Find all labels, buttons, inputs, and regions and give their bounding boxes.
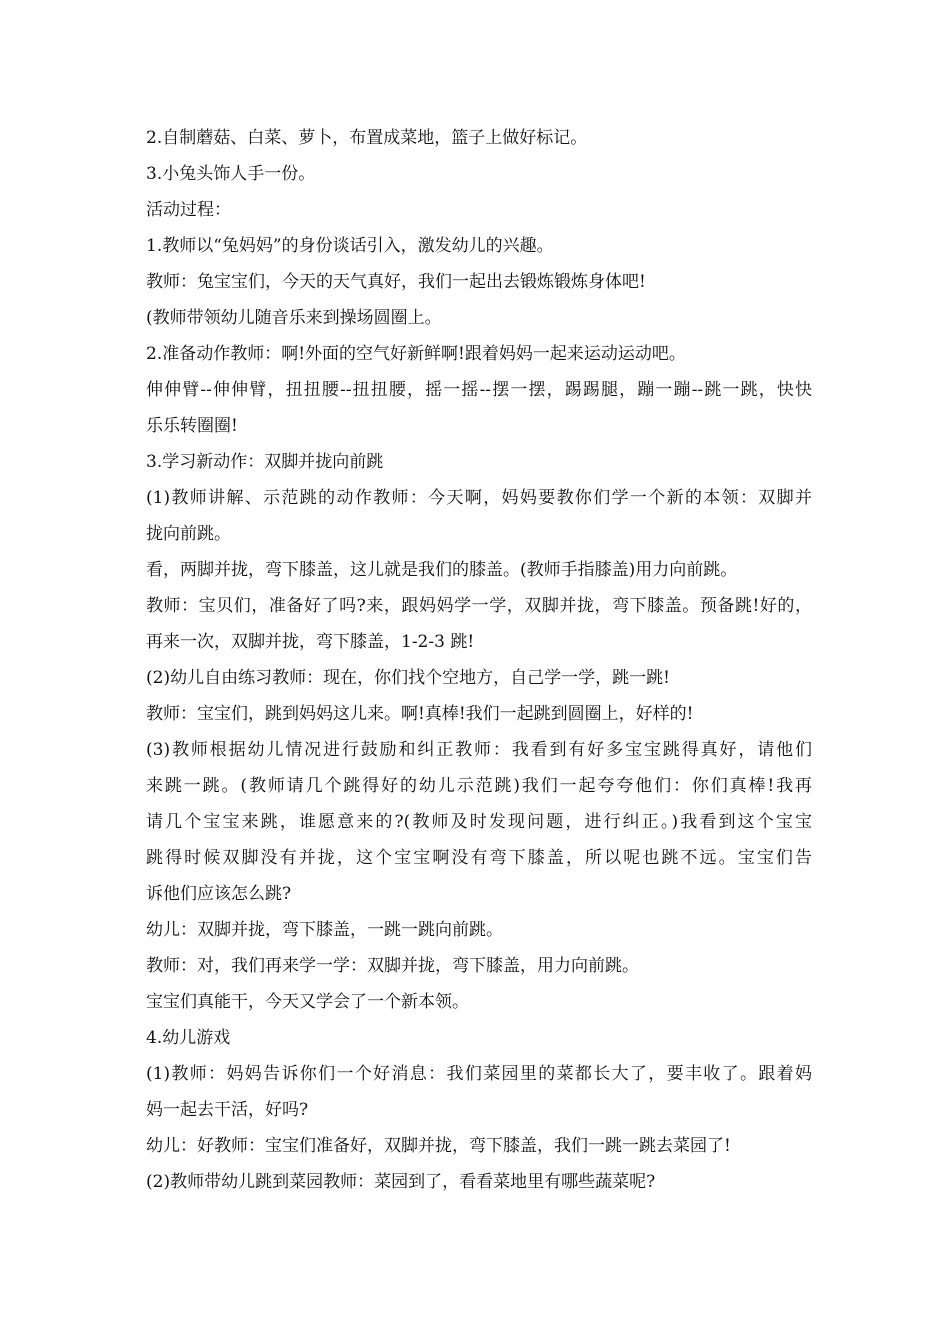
text-line: 2.准备动作教师：啊!外面的空气好新鲜啊!跟着妈妈一起来运动运动吧。 [146, 344, 686, 364]
paragraph [146, 156, 812, 192]
paragraph [146, 948, 812, 984]
paragraph [146, 732, 812, 912]
paragraph [146, 552, 812, 588]
text-line: (2)幼儿自由练习教师：现在，你们找个空地方，自己学一学，跳一跳! [146, 668, 670, 688]
text-line: (教师带领幼儿随音乐来到操场圆圈上。 [146, 308, 442, 328]
text-line: (3)教师根据幼儿情况进行鼓励和纠正教师：我看到有好多宝宝跳得真好，请他们 [146, 740, 812, 760]
paragraph [146, 372, 812, 444]
paragraph [146, 336, 812, 372]
text-line: 2.自制蘑菇、白菜、萝卜，布置成菜地，篮子上做好标记。 [146, 128, 588, 148]
text-line: 活动过程： [146, 200, 231, 220]
text-line: 来跳一跳。(教师请几个跳得好的幼儿示范跳)我们一起夸夸他们：你们真棒!我再 [146, 776, 812, 796]
text-line: 幼儿：好教师：宝宝们准备好，双脚并拢，弯下膝盖，我们一跳一跳去菜园了! [146, 1136, 731, 1156]
paragraph [146, 984, 812, 1020]
text-line: (1)教师讲解、示范跳的动作教师：今天啊，妈妈要教你们学一个新的本领：双脚并 [146, 488, 812, 508]
text-line: 宝宝们真能干，今天又学会了一个新本领。 [146, 992, 469, 1012]
paragraph [146, 660, 812, 696]
paragraph [146, 1128, 812, 1164]
paragraph [146, 300, 812, 336]
text-line: 再来一次，双脚并拢，弯下膝盖，1-2-3 跳! [146, 632, 475, 652]
text-line: 幼儿：双脚并拢，弯下膝盖，一跳一跳向前跳。 [146, 920, 503, 940]
text-line: 诉他们应该怎么跳? [146, 884, 292, 904]
text-line: (2)教师带幼儿跳到菜园教师：菜园到了，看看菜地里有哪些蔬菜呢? [146, 1172, 656, 1192]
paragraph [146, 120, 812, 156]
text-line: 3.学习新动作：双脚并拢向前跳 [146, 452, 384, 472]
paragraph [146, 1020, 812, 1056]
document-body [146, 120, 812, 1200]
paragraph [146, 264, 812, 300]
text-line: 1.教师以“兔妈妈”的身份谈话引入，激发幼儿的兴趣。 [146, 236, 554, 256]
paragraph [146, 588, 812, 660]
text-line: (1)教师：妈妈告诉你们一个好消息：我们菜园里的菜都长大了，要丰收了。跟着妈 [146, 1064, 812, 1084]
text-line: 4.幼儿游戏 [146, 1028, 231, 1048]
paragraph [146, 228, 812, 264]
text-line: 乐乐转圈圈! [146, 416, 238, 436]
text-line: 跳得时候双脚没有并拢，这个宝宝啊没有弯下膝盖，所以呢也跳不远。宝宝们告 [146, 848, 812, 868]
text-line: 看，两脚并拢，弯下膝盖，这儿就是我们的膝盖。(教师手指膝盖)用力向前跳。 [146, 560, 738, 580]
paragraph [146, 1056, 812, 1128]
text-line: 妈一起去干活，好吗? [146, 1100, 309, 1120]
paragraph [146, 912, 812, 948]
paragraph [146, 1164, 812, 1200]
text-line: 请几个宝宝来跳，谁愿意来的?(教师及时发现问题，进行纠正。)我看到这个宝宝 [146, 812, 812, 832]
paragraph [146, 480, 812, 552]
text-line: 教师：宝宝们，跳到妈妈这儿来。啊!真棒!我们一起跳到圆圈上，好样的! [146, 704, 694, 724]
paragraph [146, 696, 812, 732]
text-line: 拢向前跳。 [146, 524, 231, 544]
paragraph [146, 192, 812, 228]
text-line: 伸伸臂--伸伸臂，扭扭腰--扭扭腰，摇一摇--摆一摆，踢踢腿，蹦一蹦--跳一跳，快快 [146, 380, 812, 400]
text-line: 教师：宝贝们，准备好了吗?来，跟妈妈学一学，双脚并拢，弯下膝盖。预备跳!好的， [146, 596, 812, 616]
text-line: 教师：兔宝宝们，今天的天气真好，我们一起出去锻炼锻炼身体吧! [146, 272, 646, 292]
text-line: 3.小兔头饰人手一份。 [146, 164, 316, 184]
paragraph [146, 444, 812, 480]
text-line: 教师：对，我们再来学一学：双脚并拢，弯下膝盖，用力向前跳。 [146, 956, 639, 976]
